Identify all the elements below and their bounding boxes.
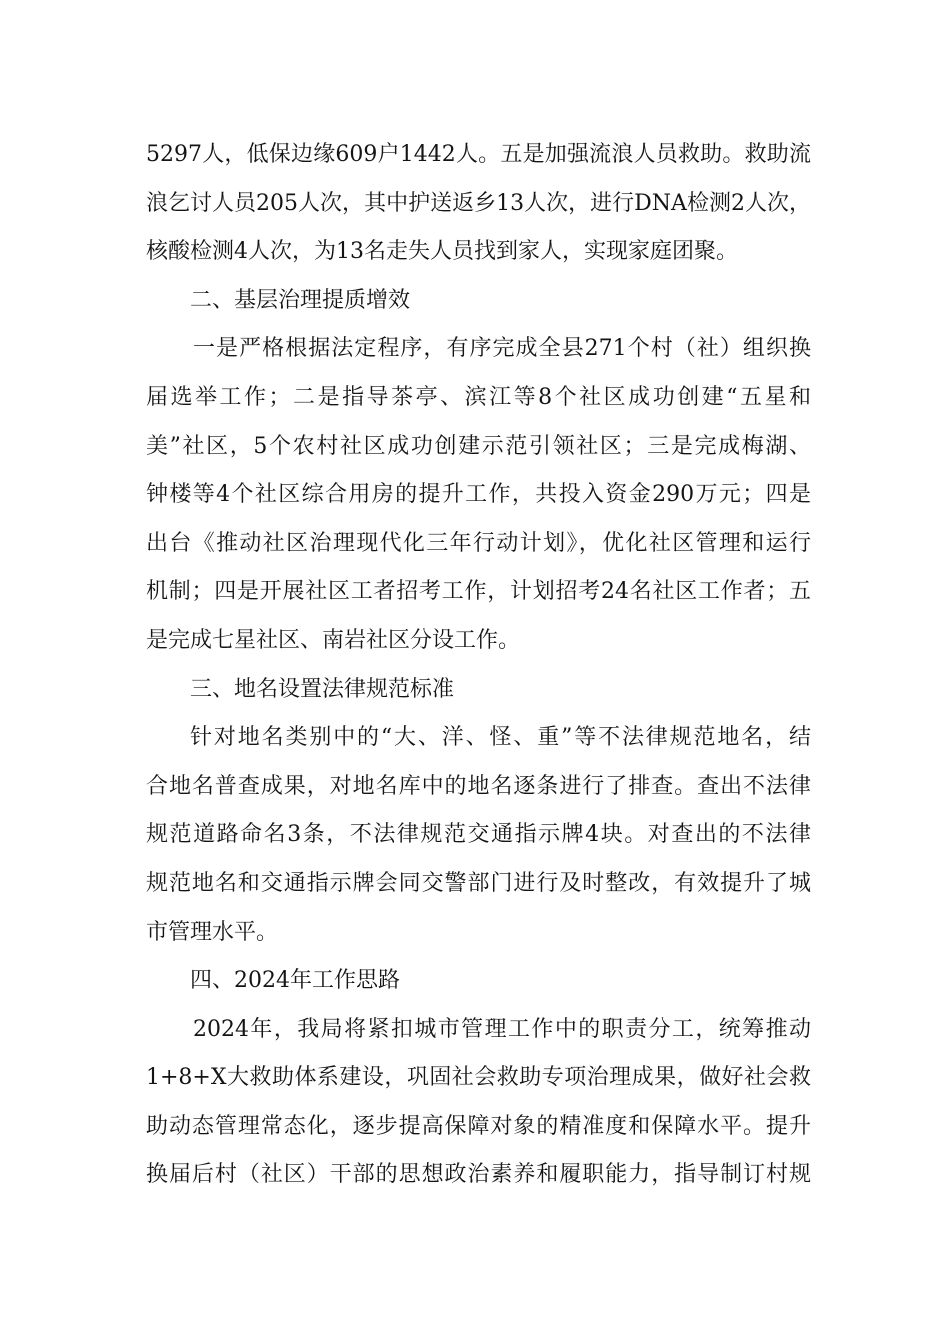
- paragraph-line: 针对地名类别中的“大、洋、怪、重”等不法律规范地名，结: [190, 725, 811, 751]
- paragraph-line: 一是严格根据法定程序，有序完成全县271个村（社）组织换: [193, 336, 811, 362]
- paragraph-line: 是完成七星社区、南岩社区分设工作。: [146, 627, 521, 653]
- paragraph-line: 出台《推动社区治理现代化三年行动计划》，优化社区管理和运行: [146, 530, 811, 556]
- section-heading: 三、地名设置法律规范标准: [190, 676, 455, 702]
- paragraph-line: 市管理水平。: [146, 919, 279, 945]
- paragraph-line: 助动态管理常态化，逐步提高保障对象的精准度和保障水平。提升: [146, 1113, 811, 1139]
- section-heading: 二、基层治理提质增效: [190, 287, 411, 313]
- paragraph-line: 钟楼等4个社区综合用房的提升工作，共投入资金290万元；四是: [146, 482, 811, 508]
- body-text: [146, 131, 811, 1200]
- paragraph-line: 机制；四是开展社区工者招考工作，计划招考24名社区工作者；五: [146, 579, 811, 605]
- paragraph-line: 合地名普查成果，对地名库中的地名逐条进行了排查。查出不法律: [146, 773, 811, 799]
- paragraph-line: 换届后村（社区）干部的思想政治素养和履职能力，指导制订村规: [146, 1162, 811, 1188]
- paragraph-line: 2024年，我局将紧扣城市管理工作中的职责分工，统筹推动: [193, 1016, 811, 1042]
- section-heading: 四、2024年工作思路: [190, 968, 400, 994]
- paragraph-line: 规范地名和交通指示牌会同交警部门进行及时整改，有效提升了城: [146, 870, 811, 896]
- paragraph-line: 浪乞讨人员205人次，其中护送返乡13人次，进行DNA检测2人次，: [146, 190, 811, 216]
- paragraph-line: 核酸检测4人次，为13名走失人员找到家人，实现家庭团聚。: [146, 239, 738, 265]
- paragraph-line: 美”社区，5个农村社区成功创建示范引领社区；三是完成梅湖、: [146, 433, 811, 459]
- paragraph-line: 1+8+X大救助体系建设，巩固社会救助专项治理成果，做好社会救: [146, 1065, 811, 1091]
- paragraph-line: 规范道路命名3条，不法律规范交通指示牌4块。对查出的不法律: [146, 822, 811, 848]
- paragraph-line: 届选举工作；二是指导茶亭、滨江等8个社区成功创建“五星和: [146, 384, 811, 410]
- paragraph-line: 5297人，低保边缘609户1442人。五是加强流浪人员救助。救助流: [146, 142, 811, 167]
